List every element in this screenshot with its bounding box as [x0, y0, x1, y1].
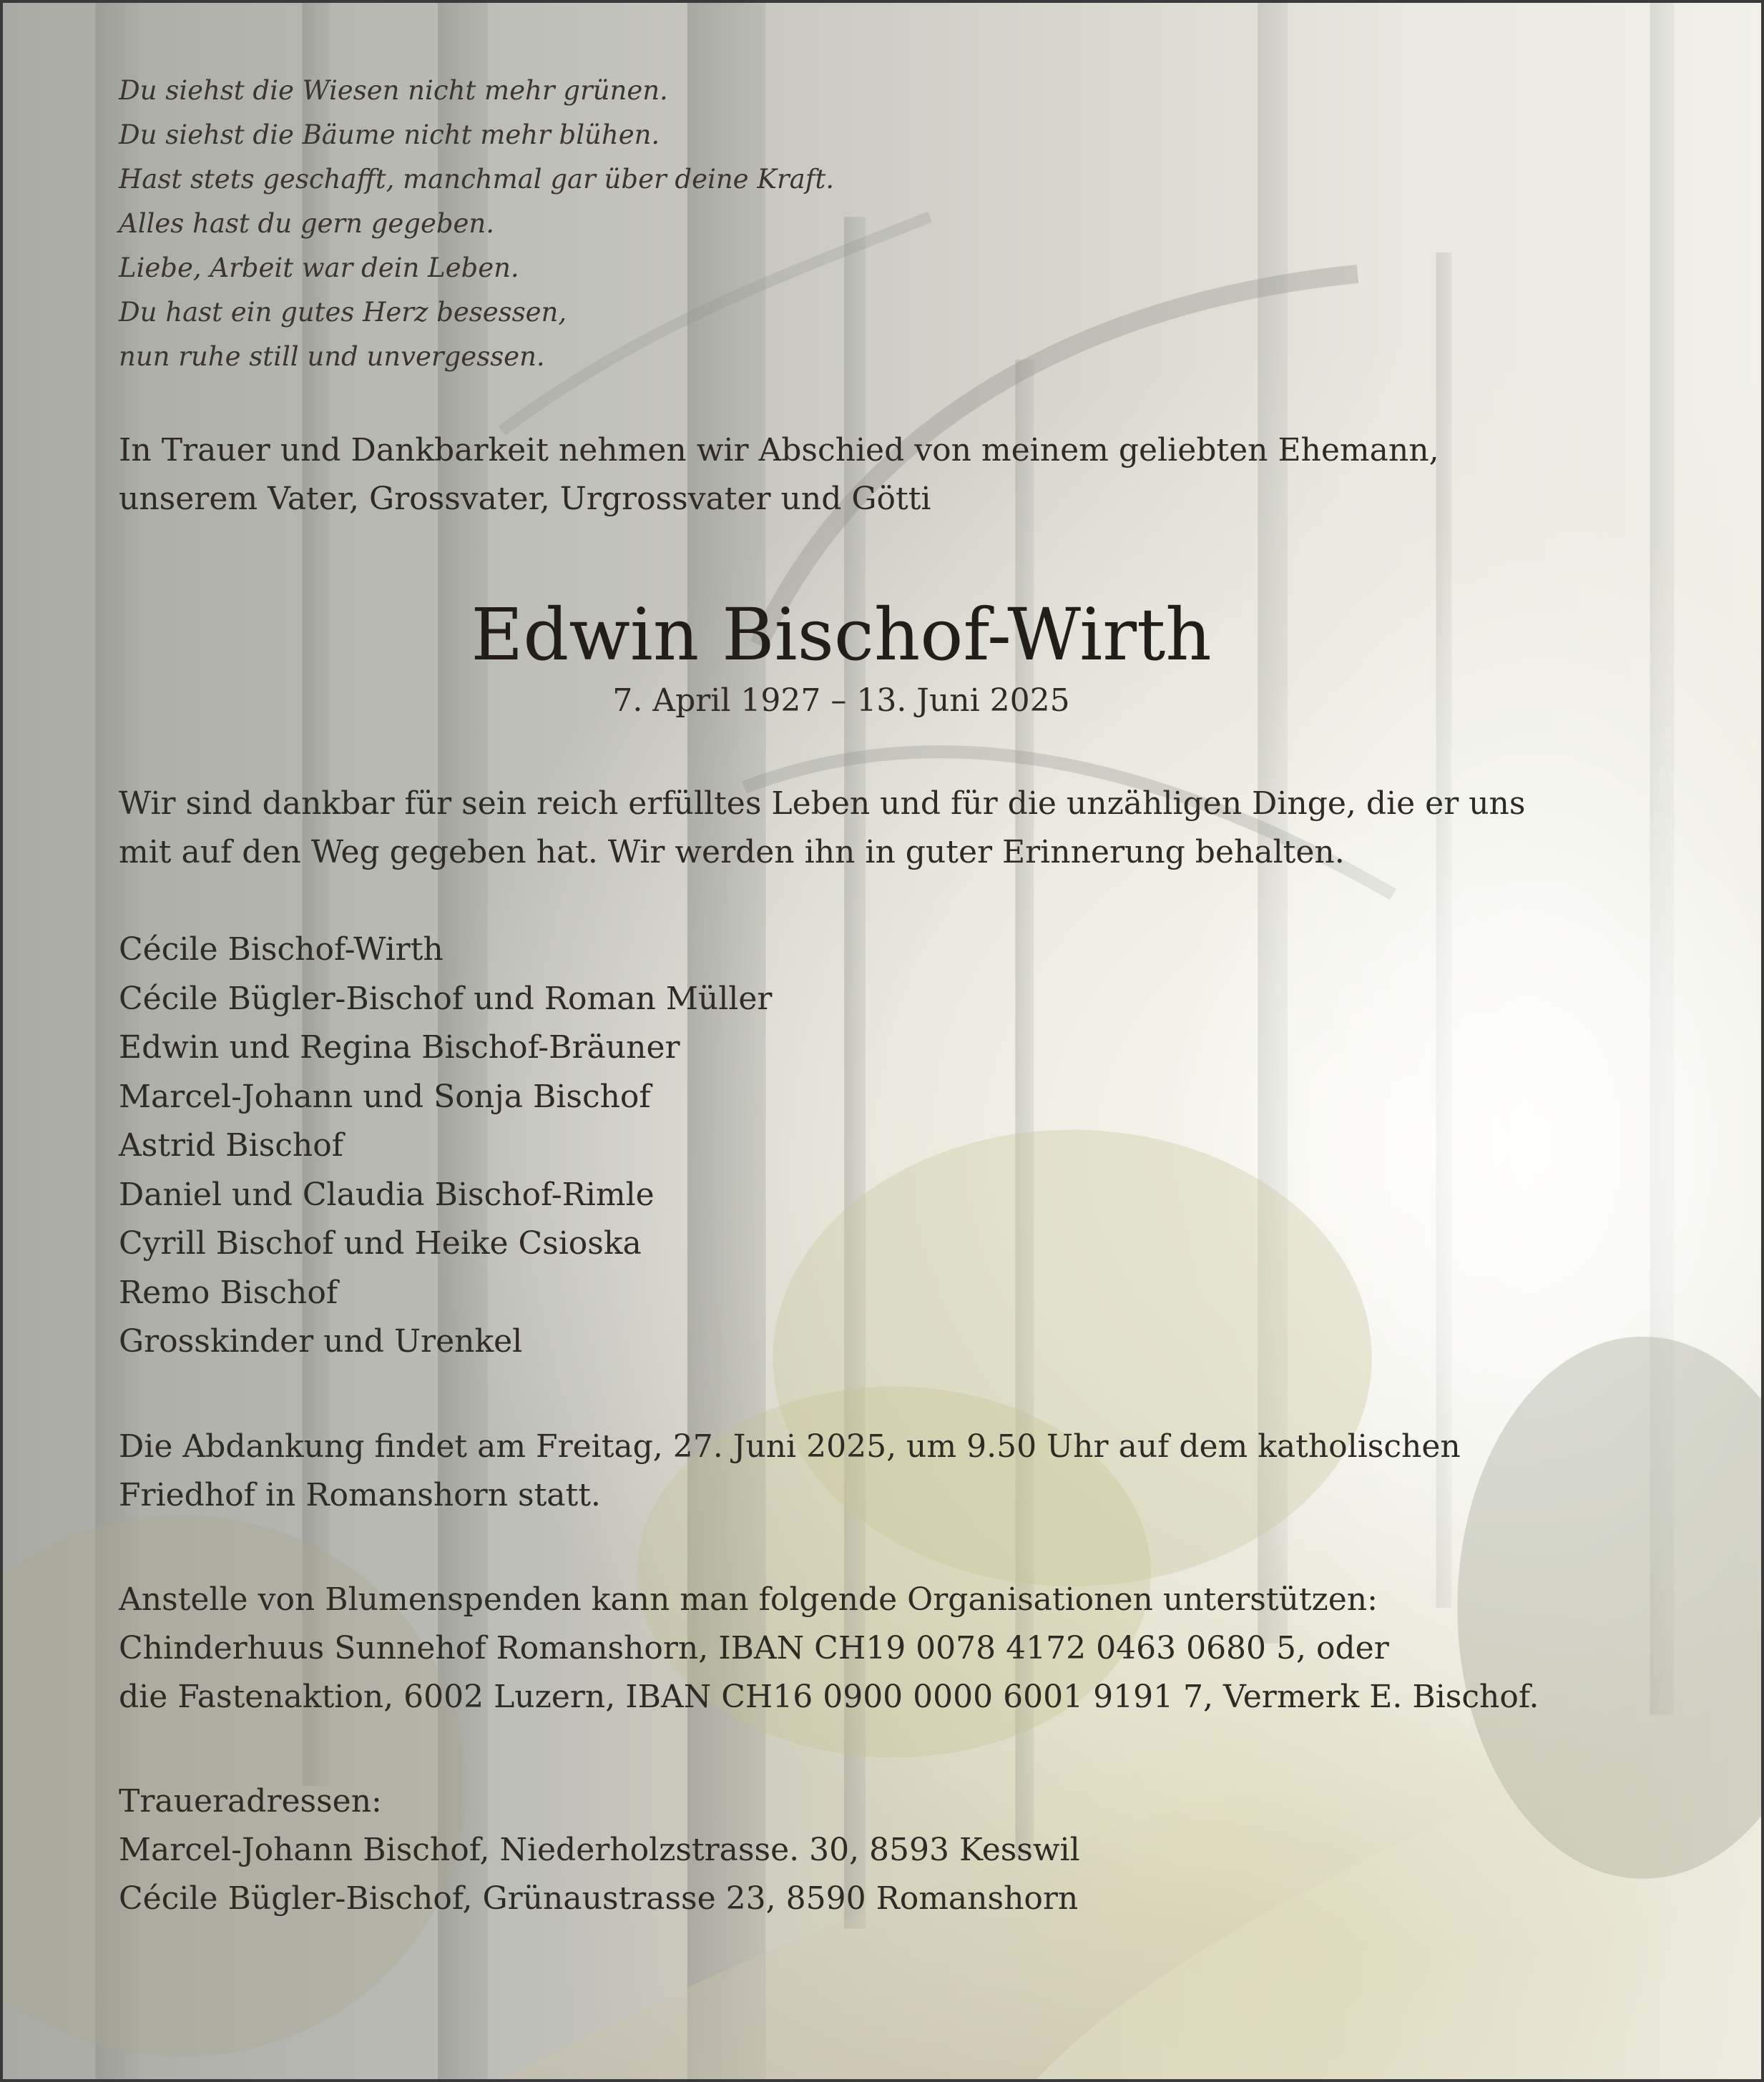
donation-line: Anstelle von Blumenspenden kann man folgende Organisationen unterstützen:: [119, 1581, 1378, 1618]
poem-line: Hast stets geschafft, manchmal gar über deine Kraft.: [119, 164, 835, 195]
family-member: Remo Bischof: [119, 1274, 338, 1311]
donation-line: Chinderhuus Sunnehof Romanshorn, IBAN CH19 0078 4172 0463 0680 5, oder: [119, 1629, 1389, 1666]
mourning-addresses: [119, 1777, 1678, 1923]
family-list: [119, 925, 1678, 1367]
intro-paragraph: [119, 426, 1678, 524]
ceremony-line: Friedhof in Romanshorn statt.: [119, 1476, 601, 1513]
family-member: Daniel und Claudia Bischof-Rimle: [119, 1176, 655, 1213]
address-line: Cécile Bügler-Bischof, Grünaustrasse 23, 8590 Romanshorn: [119, 1880, 1079, 1917]
memorial-poem: [119, 69, 1678, 379]
poem-line: Alles hast du gern gegeben.: [119, 208, 495, 239]
family-member: Marcel-Johann und Sonja Bischof: [119, 1078, 651, 1115]
family-member: Astrid Bischof: [119, 1127, 344, 1164]
ceremony-paragraph: [119, 1423, 1678, 1520]
poem-line: Du siehst die Bäume nicht mehr blühen.: [119, 119, 660, 150]
address-line: Marcel-Johann Bischof, Niederholzstrasse. 30, 8593 Kesswil: [119, 1831, 1080, 1868]
obituary-content: [119, 69, 1678, 1923]
poem-line: Du siehst die Wiesen nicht mehr grünen.: [119, 75, 668, 106]
deceased-name: Edwin Bischof-Wirth: [471, 593, 1212, 677]
family-member: Edwin und Regina Bischof-Bräuner: [119, 1029, 680, 1066]
poem-line: nun ruhe still und unvergessen.: [119, 341, 545, 372]
life-dates: 7. April 1927 – 13. Juni 2025: [612, 682, 1070, 719]
family-member: Grosskinder und Urenkel: [119, 1323, 523, 1360]
family-member: Cyrill Bischof und Heike Csioska: [119, 1225, 642, 1262]
thanks-paragraph: [119, 780, 1678, 877]
poem-line: Du hast ein gutes Herz besessen,: [119, 297, 567, 328]
thanks-line: mit auf den Weg gegeben hat. Wir werden ihn in guter Erinnerung behalten.: [119, 834, 1345, 870]
thanks-line: Wir sind dankbar für sein reich erfülltes Leben und für die unzähligen Dinge, die er uns: [119, 785, 1526, 822]
family-member: Cécile Bügler-Bischof und Roman Müller: [119, 980, 773, 1017]
ceremony-line: Die Abdankung findet am Freitag, 27. Juni 2025, um 9.50 Uhr auf dem katholischen: [119, 1428, 1461, 1465]
intro-line: In Trauer und Dankbarkeit nehmen wir Abschied von meinem geliebten Ehemann,: [119, 432, 1439, 468]
donation-line: die Fastenaktion, 6002 Luzern, IBAN CH16 0900 0000 6001 9191 7, Vermerk E. Bischof.: [119, 1678, 1539, 1715]
intro-line: unserem Vater, Grossvater, Urgrossvater und Götti: [119, 481, 931, 517]
family-member: Cécile Bischof-Wirth: [119, 931, 444, 968]
addresses-heading: Traueradressen:: [119, 1782, 382, 1820]
poem-line: Liebe, Arbeit war dein Leben.: [119, 252, 519, 283]
donation-paragraph: [119, 1576, 1678, 1722]
